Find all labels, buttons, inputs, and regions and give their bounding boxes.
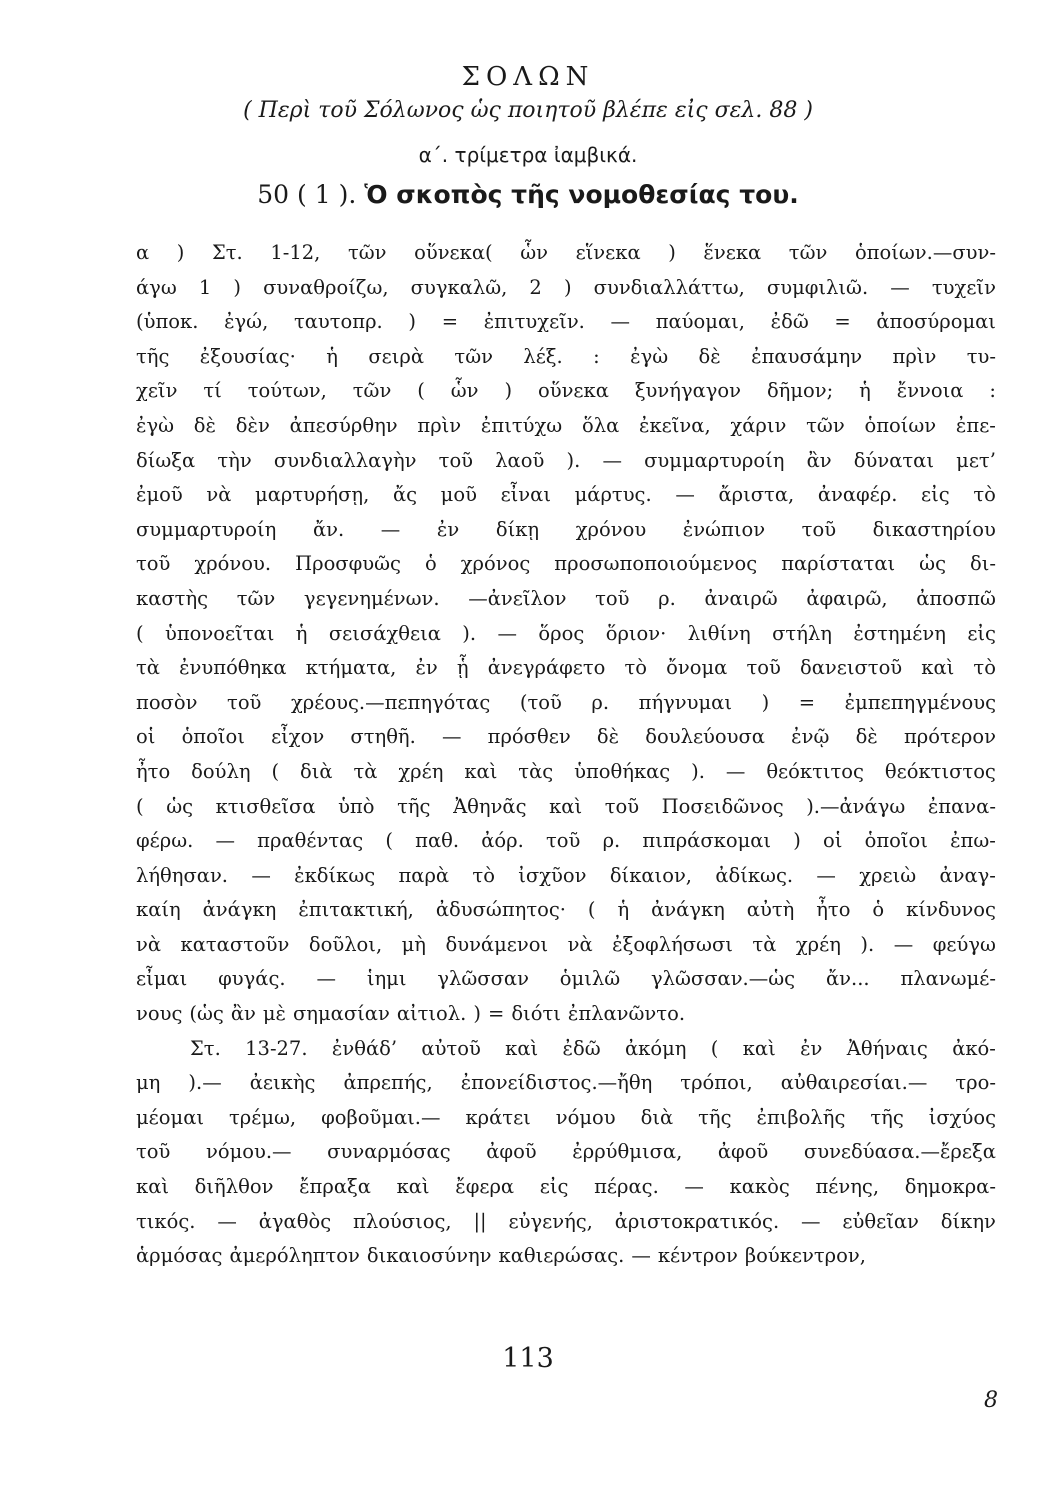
text-line: ἁρμόσας ἀμερόληπτον δικαιοσύνην καθιερώσας. — κέντρον βούκεντρον, [136, 1244, 866, 1268]
page-number: 113 [502, 1343, 554, 1374]
text-line: α ) Στ. 1-12, τῶν οὕνεκα( ὧν εἵνεκα ) ἕνεκα τῶν ὁποίων.—συν- [136, 241, 996, 264]
text-line: νὰ καταστοῦν δοῦλοι, μὴ δυνάμενοι νὰ ἐξοφλήσωσι τὰ χρέη ). — φεύγω [136, 932, 996, 956]
text-line: καὶ διῆλθον ἔπραξα καὶ ἔφερα εἰς πέρας. — κακὸς πένης, δημοκρα- [136, 1175, 996, 1199]
page-title: ΣΟΛΩΝ [461, 62, 595, 92]
commentary-body [136, 236, 996, 1274]
text-line: λήθησαν. — ἐκδίκως παρὰ τὸ ἰσχῦον δίκαιον, ἀδίκως. — χρειὼ ἀναγ- [136, 863, 996, 887]
text-line: τῆς ἐξουσίας· ἡ σειρὰ τῶν λέξ. : ἐγὼ δὲ ἐπαυσάμην πρὶν τυ- [136, 344, 996, 368]
text-line: συμμαρτυροίη ἄν. — ἐν δίκῃ χρόνου ἐνώπιον τοῦ δικαστηρίου [136, 517, 996, 541]
text-line: εἶμαι φυγάς. — ἱημι γλῶσσαν ὁμιλῶ γλῶσσαν.—ὡς ἄν... πλανωμέ- [136, 967, 996, 991]
text-line: ( ὡς κτισθεῖσα ὑπὸ τῆς Ἀθηνᾶς καὶ τοῦ Ποσειδῶνος ).—ἀνάγω ἐπανα- [136, 794, 996, 818]
text-line: ἐμοῦ νὰ μαρτυρήσῃ, ἄς μοῦ εἶναι μάρτυς. — ἄριστα, ἀναφέρ. εἰς τὸ [136, 483, 996, 507]
text-line: χεῖν τί τούτων, τῶν ( ὧν ) οὕνεκα ξυνήγαγον δῆμον; ἡ ἔννοια : [136, 379, 996, 403]
text-line: άγω 1 ) συναθροίζω, συγκαλῶ, 2 ) συνδιαλλάττω, συμφιλιῶ. — τυχεῖν [136, 275, 996, 299]
text-line: οἱ ὁποῖοι εἶχον στηθῆ. — πρόσθεν δὲ δουλεύουσα ἐνῷ δὲ πρότερον [136, 725, 996, 749]
text-line: ( ὑπονοεῖται ἡ σεισάχθεια ). — ὅρος ὅριον· λιθίνη στήλη ἐστημένη εἰς [136, 621, 996, 645]
poem-title: Ὁ σκοπὸς τῆς νομοθεσίας του. [364, 180, 799, 209]
text-line: καστὴς τῶν γεγενημένων. —ἀνεῖλον τοῦ ρ. ἀναιρῶ ἀφαιρῶ, ἀποσπῶ [136, 586, 996, 610]
text-line: ἐγὼ δὲ δὲν ἀπεσύρθην πρὶν ἐπιτύχω ὅλα ἐκεῖνα, χάριν τῶν ὁποίων ἐπε- [136, 413, 996, 437]
text-line: δίωξα τὴν συνδιαλλαγὴν τοῦ λαοῦ ). — συμμαρτυροίη ἂν δύναται μετ’ [136, 448, 996, 472]
poem-heading [0, 180, 1056, 209]
text-line: φέρω. — πραθέντας ( παθ. ἀόρ. τοῦ ρ. πιπράσκομαι ) οἱ ὁποῖοι ἐπω- [136, 829, 996, 853]
text-line: (ὑποκ. ἐγώ, ταυτοπρ. ) = ἐπιτυχεῖν. — παύομαι, ἐδῶ = ἀποσύρομαι [136, 310, 996, 334]
text-line: νους (ὡς ἂν μὲ σημασίαν αἰτιολ. ) = διότι ἐπλανῶντο. [136, 1002, 686, 1026]
section-label: α΄. τρίμετρα ἰαμβικά. [418, 143, 638, 167]
text-line: ἦτο δούλη ( διὰ τὰ χρέη καὶ τὰς ὑποθήκας ). — θεόκτιτος θεόκτιστος [136, 759, 996, 783]
poem-number: 50 ( 1 ). [257, 180, 357, 209]
text-line: μη ).— ἀεικὴς ἀπρεπής, ἐπονείδιστος.—ἤθη τρόποι, αὐθαιρεσίαι.— τρο- [136, 1071, 996, 1095]
text-line: μέομαι τρέμω, φοβοῦμαι.— κράτει νόμου διὰ τῆς ἐπιβολῆς τῆς ἰσχύος [136, 1105, 996, 1129]
text-line: τοῦ χρόνου. Προσφυῶς ὁ χρόνος προσωποποιούμενος παρίσταται ὡς δι- [136, 552, 996, 576]
cross-reference-note: ( Περὶ τοῦ Σόλωνος ὡς ποιητοῦ βλέπε εἰς σελ. 88 ) [243, 98, 813, 123]
text-line: Στ. 13-27. ἐνθάδ’ αὐτοῦ καὶ ἐδῶ ἀκόμη ( καὶ ἐν Ἀθήναις ἀκό- [190, 1036, 996, 1060]
text-line: καίη ἀνάγκη ἐπιτακτική, ἀδυσώπητος· ( ἡ ἀνάγκη αὐτὴ ἦτο ὁ κίνδυνος [136, 898, 996, 922]
text-line: τοῦ νόμου.— συναρμόσας ἀφοῦ ἐρρύθμισα, ἀφοῦ συνεδύασα.—ἔρεξα [136, 1140, 996, 1164]
text-line: τικός. — ἀγαθὸς πλούσιος, || εὐγενής, ἀριστοκρατικός. — εὐθεῖαν δίκην [136, 1209, 996, 1233]
text-line: τὰ ἐνυπόθηκα κτήματα, ἐν ᾗ ἀνεγράφετο τὸ ὄνομα τοῦ δανειστοῦ καὶ τὸ [136, 656, 996, 680]
text-line: ποσὸν τοῦ χρέους.—πεπηγότας (τοῦ ρ. πήγνυμαι ) = ἐμπεπηγμένους [136, 690, 996, 714]
sheet-number: 8 [984, 1388, 998, 1413]
